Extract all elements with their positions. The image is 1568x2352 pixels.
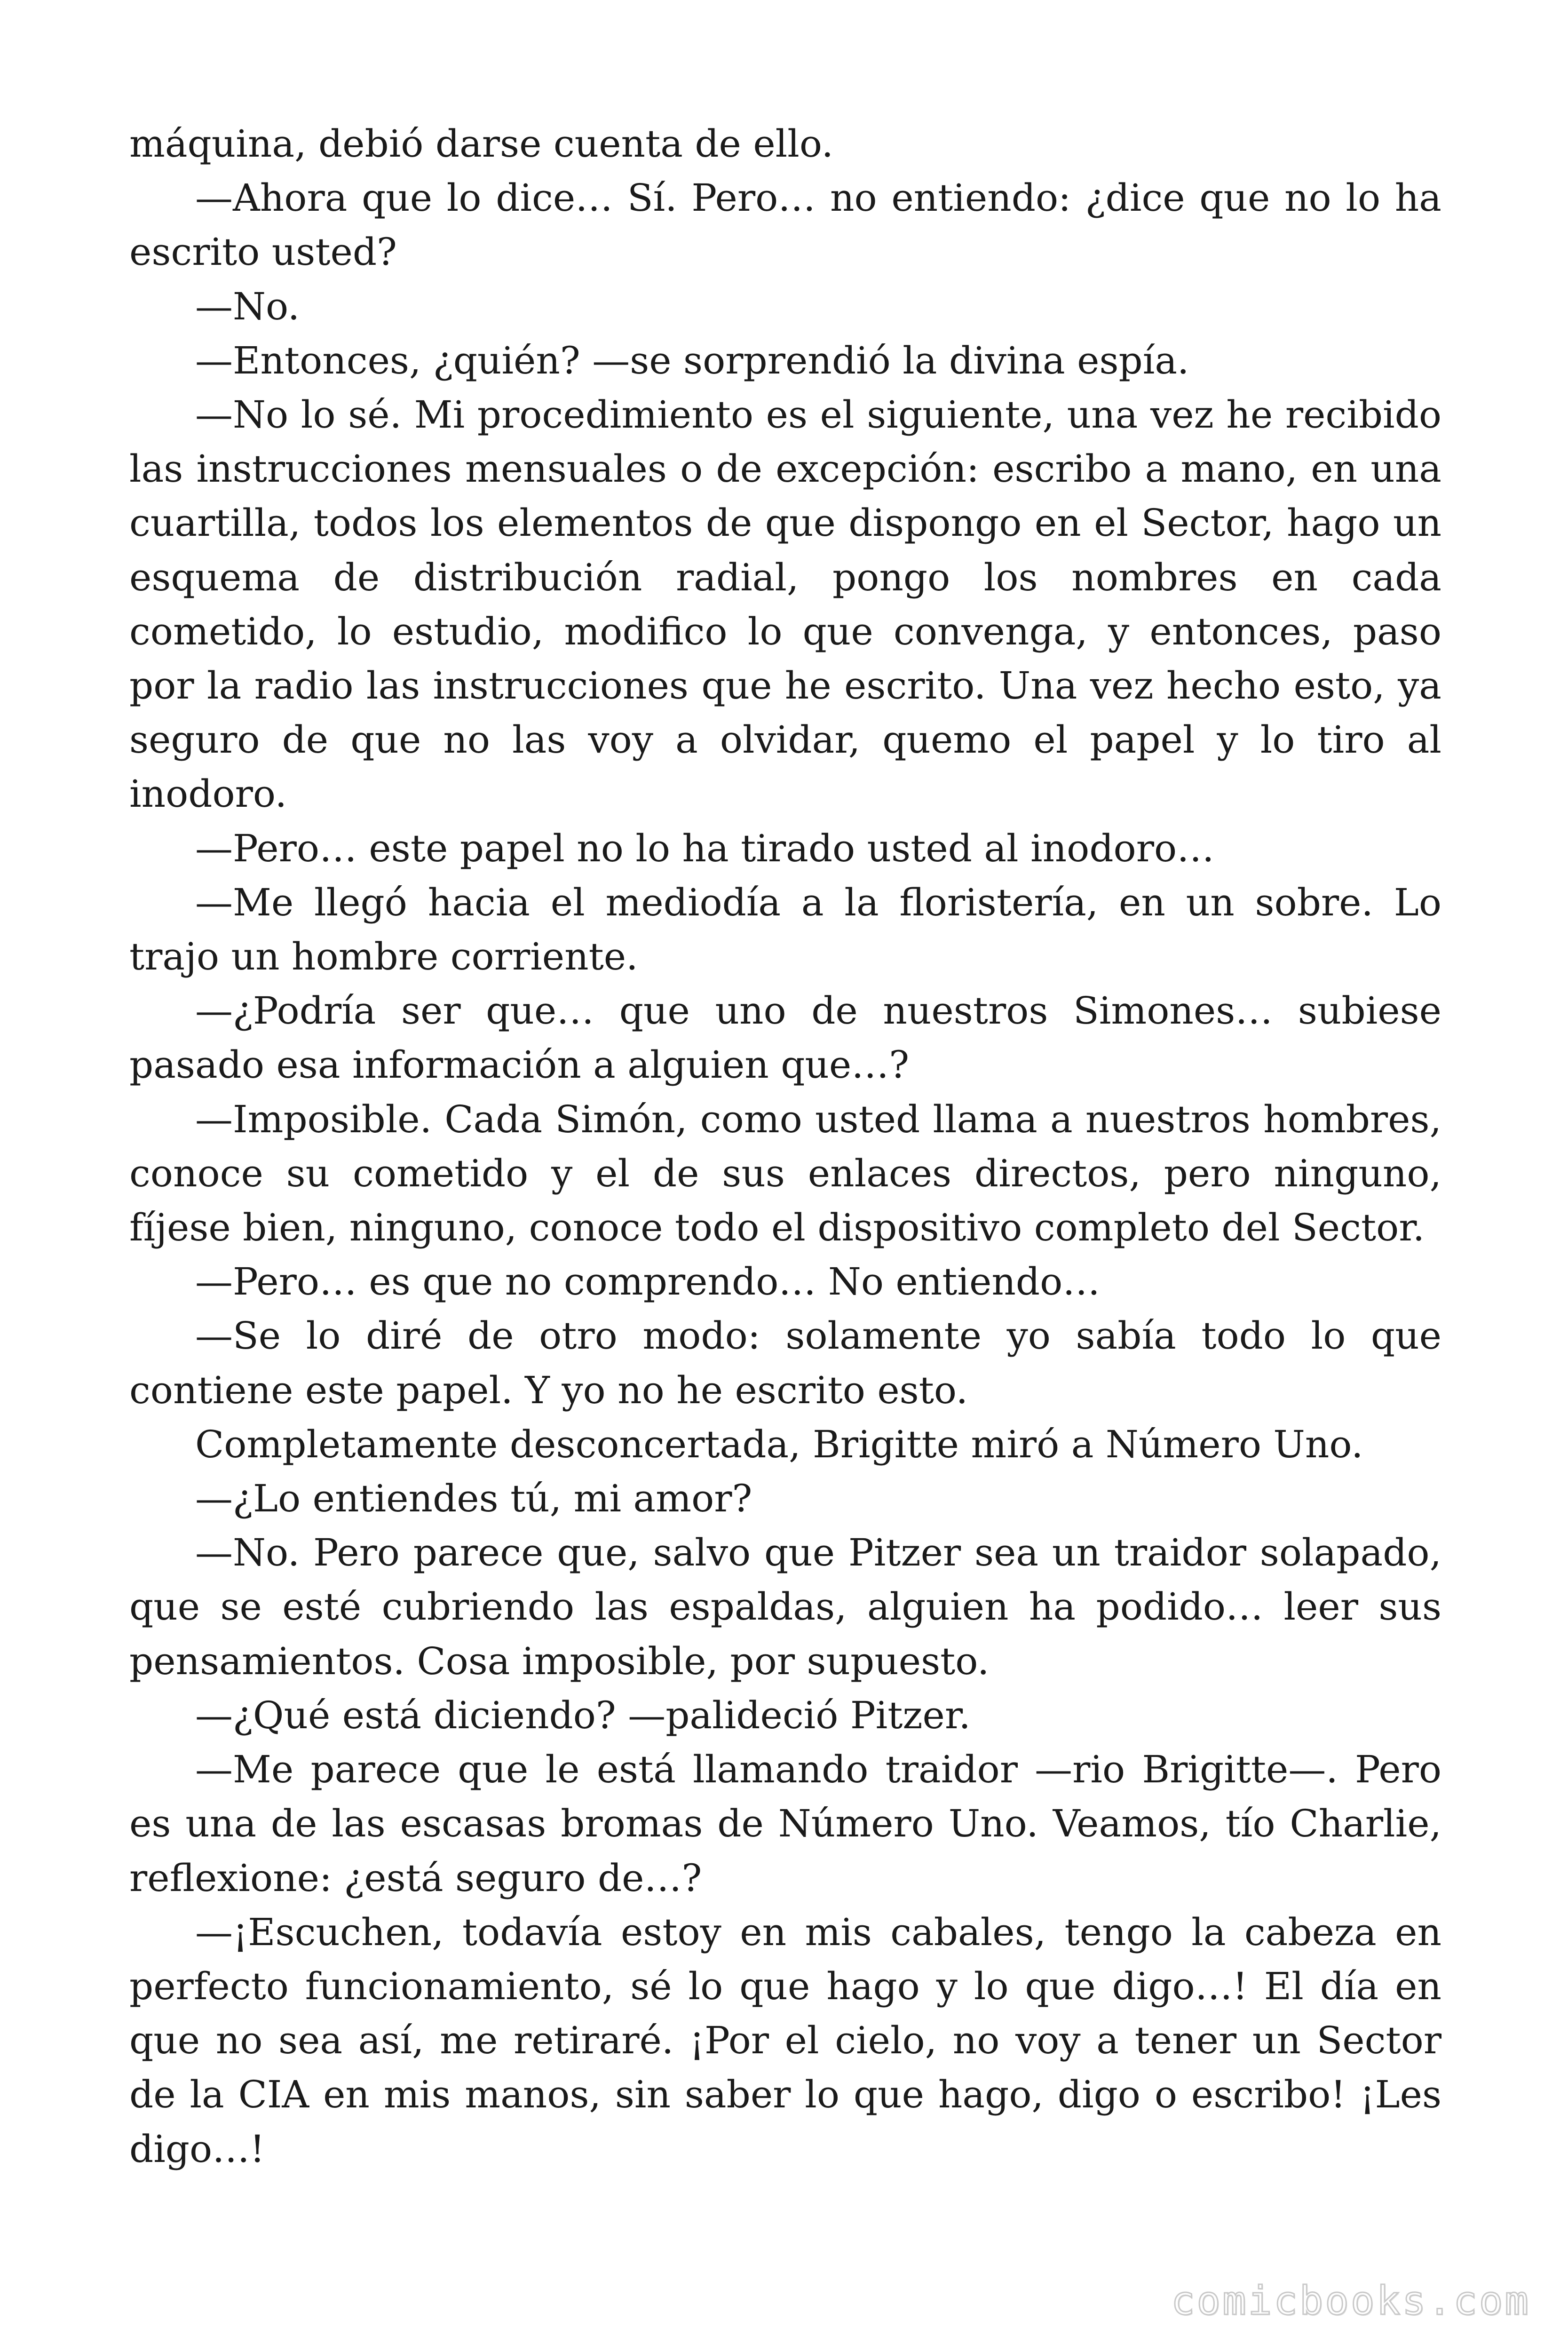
- body-text: [129, 117, 1441, 2176]
- watermark: comicbooks.com: [1171, 2278, 1530, 2324]
- paragraph: —Pero… este papel no lo ha tirado usted al inodoro…: [195, 826, 1215, 870]
- paragraph: —Me parece que le está llamando traidor —rio Brigitte—. Pero es una de las escasas bromas de Número Uno. Veamos, tío Charlie, reflexione: ¿está seguro de…?: [129, 1748, 1441, 1900]
- paragraph: Completamente desconcertada, Brigitte miró a Número Uno.: [195, 1422, 1363, 1466]
- paragraph: —Se lo diré de otro modo: solamente yo sabía todo lo que contiene este papel. Y yo no he escrito esto.: [129, 1314, 1441, 1412]
- paragraph: —No. Pero parece que, salvo que Pitzer sea un traidor solapado, que se esté cubriendo las espaldas, alguien ha podido… leer sus pensamientos. Cosa imposible, por supuesto.: [129, 1531, 1441, 1683]
- paragraph: —Me llegó hacia el mediodía a la floristería, en un sobre. Lo trajo un hombre corriente.: [129, 880, 1441, 979]
- paragraph: —Imposible. Cada Simón, como usted llama a nuestros hombres, conoce su cometido y el de sus enlaces directos, pero ninguno, fíjese bien, ninguno, conoce todo el dispositivo completo del Sector.: [129, 1097, 1441, 1250]
- paragraph: —Ahora que lo dice… Sí. Pero… no entiendo: ¿dice que no lo ha escrito usted?: [129, 176, 1441, 274]
- paragraph: máquina, debió darse cuenta de ello.: [129, 122, 834, 166]
- paragraph: —Pero… es que no comprendo… No entiendo…: [195, 1260, 1101, 1304]
- paragraph: —¡Escuchen, todavía estoy en mis cabales, tengo la cabeza en perfecto funcionamiento, sé lo que hago y lo que digo…! El día en que no sea así, me retiraré. ¡Por el cielo, no voy a tener un Sector de la CIA en mis manos, sin saber lo que hago, digo o escribo! ¡Les digo…!: [129, 1910, 1441, 2171]
- paragraph: —No.: [195, 284, 300, 328]
- paragraph: —Entonces, ¿quién? —se sorprendió la divina espía.: [195, 338, 1189, 382]
- paragraph: —¿Lo entiendes tú, mi amor?: [195, 1477, 752, 1521]
- paragraph: —¿Qué está diciendo? —palideció Pitzer.: [195, 1693, 971, 1737]
- paragraph: —No lo sé. Mi procedimiento es el siguiente, una vez he recibido las instrucciones mensuales o de excepción: escribo a mano, en una cuartilla, todos los elementos de que dispongo en el Sector, hago un esquema de distribución radial, pongo los nombres en cada cometido, lo estudio, modifico lo que convenga, y entonces, paso por la radio las instrucciones que he escrito. Una vez hecho esto, ya seguro de que no las voy a olvidar, quemo el papel y lo tiro al inodoro.: [129, 393, 1441, 816]
- paragraph: —¿Podría ser que… que uno de nuestros Simones… subiese pasado esa información a alguien que…?: [129, 989, 1441, 1087]
